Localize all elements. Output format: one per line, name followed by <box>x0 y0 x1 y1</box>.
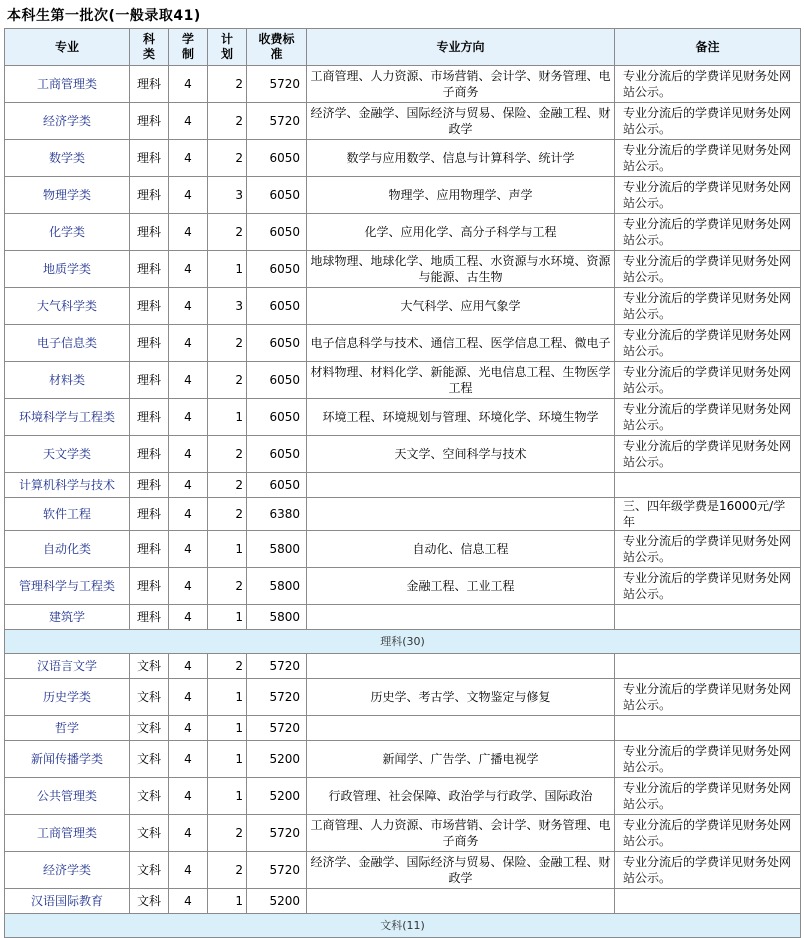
years-cell: 4 <box>169 852 208 889</box>
fee-cell: 5720 <box>247 852 307 889</box>
years-cell: 4 <box>169 436 208 473</box>
table-row <box>5 605 801 630</box>
fee-cell: 6050 <box>247 399 307 436</box>
fee-cell: 6050 <box>247 140 307 177</box>
table-row <box>5 177 801 214</box>
plan-cell: 3 <box>208 177 247 214</box>
note-cell: 专业分流后的学费详见财务处网站公示。 <box>615 568 801 605</box>
table-row <box>5 654 801 679</box>
fee-cell: 6050 <box>247 251 307 288</box>
category-cell: 文科 <box>130 716 169 741</box>
note-cell: 专业分流后的学费详见财务处网站公示。 <box>615 852 801 889</box>
category-cell: 文科 <box>130 889 169 914</box>
note-cell <box>615 654 801 679</box>
category-cell: 理科 <box>130 436 169 473</box>
major-link[interactable]: 软件工程 <box>5 498 130 531</box>
fee-cell: 6380 <box>247 498 307 531</box>
years-cell: 4 <box>169 251 208 288</box>
table-row <box>5 778 801 815</box>
major-link[interactable]: 大气科学类 <box>5 288 130 325</box>
note-cell <box>615 473 801 498</box>
plan-cell: 2 <box>208 568 247 605</box>
category-cell: 理科 <box>130 214 169 251</box>
major-link[interactable]: 经济学类 <box>5 852 130 889</box>
table-row <box>5 399 801 436</box>
plan-cell: 2 <box>208 815 247 852</box>
note-cell: 专业分流后的学费详见财务处网站公示。 <box>615 140 801 177</box>
category-cell: 理科 <box>130 288 169 325</box>
direction-cell <box>307 889 615 914</box>
years-cell: 4 <box>169 568 208 605</box>
note-cell: 专业分流后的学费详见财务处网站公示。 <box>615 325 801 362</box>
major-link[interactable]: 建筑学 <box>5 605 130 630</box>
years-cell: 4 <box>169 815 208 852</box>
years-cell: 4 <box>169 325 208 362</box>
direction-cell: 工商管理、人力资源、市场营销、会计学、财务管理、电子商务 <box>307 66 615 103</box>
years-cell: 4 <box>169 103 208 140</box>
table-row <box>5 498 801 531</box>
plan-cell: 2 <box>208 852 247 889</box>
header-category: 科 类 <box>130 29 169 66</box>
arts-summary-row <box>5 914 801 938</box>
fee-cell: 5200 <box>247 741 307 778</box>
years-cell: 4 <box>169 214 208 251</box>
years-cell: 4 <box>169 399 208 436</box>
plan-cell: 2 <box>208 325 247 362</box>
plan-cell: 1 <box>208 251 247 288</box>
major-link[interactable]: 自动化类 <box>5 531 130 568</box>
fee-cell: 5720 <box>247 815 307 852</box>
header-plan: 计 划 <box>208 29 247 66</box>
direction-cell: 地球物理、地球化学、地质工程、水资源与水环境、资源与能源、古生物 <box>307 251 615 288</box>
fee-cell: 6050 <box>247 473 307 498</box>
note-cell: 专业分流后的学费详见财务处网站公示。 <box>615 436 801 473</box>
fee-cell: 6050 <box>247 325 307 362</box>
fee-cell: 5800 <box>247 605 307 630</box>
major-link[interactable]: 物理学类 <box>5 177 130 214</box>
category-cell: 文科 <box>130 741 169 778</box>
plan-cell: 1 <box>208 605 247 630</box>
years-cell: 4 <box>169 288 208 325</box>
direction-cell <box>307 654 615 679</box>
years-cell: 4 <box>169 889 208 914</box>
category-cell: 理科 <box>130 605 169 630</box>
category-cell: 理科 <box>130 362 169 399</box>
major-link[interactable]: 新闻传播学类 <box>5 741 130 778</box>
years-cell: 4 <box>169 778 208 815</box>
years-cell: 4 <box>169 177 208 214</box>
years-cell: 4 <box>169 140 208 177</box>
science-summary-row <box>5 630 801 654</box>
note-cell: 专业分流后的学费详见财务处网站公示。 <box>615 66 801 103</box>
table-row <box>5 568 801 605</box>
note-cell: 专业分流后的学费详见财务处网站公示。 <box>615 214 801 251</box>
note-cell: 专业分流后的学费详见财务处网站公示。 <box>615 531 801 568</box>
major-link[interactable]: 电子信息类 <box>5 325 130 362</box>
major-link[interactable]: 工商管理类 <box>5 815 130 852</box>
table-row <box>5 531 801 568</box>
years-cell: 4 <box>169 473 208 498</box>
note-cell: 专业分流后的学费详见财务处网站公示。 <box>615 399 801 436</box>
header-direction: 专业方向 <box>307 29 615 66</box>
plan-cell: 1 <box>208 741 247 778</box>
note-cell <box>615 605 801 630</box>
note-cell: 专业分流后的学费详见财务处网站公示。 <box>615 177 801 214</box>
direction-cell: 金融工程、工业工程 <box>307 568 615 605</box>
table-row <box>5 473 801 498</box>
table-header-row <box>5 29 801 66</box>
category-cell: 文科 <box>130 815 169 852</box>
direction-cell: 天文学、空间科学与技术 <box>307 436 615 473</box>
note-cell <box>615 889 801 914</box>
category-cell: 文科 <box>130 654 169 679</box>
major-link[interactable]: 汉语言文学 <box>5 654 130 679</box>
category-cell: 理科 <box>130 473 169 498</box>
major-link[interactable]: 环境科学与工程类 <box>5 399 130 436</box>
major-link[interactable]: 经济学类 <box>5 103 130 140</box>
fee-cell: 5200 <box>247 778 307 815</box>
fee-cell: 5200 <box>247 889 307 914</box>
plan-cell: 2 <box>208 140 247 177</box>
direction-cell: 工商管理、人力资源、市场营销、会计学、财务管理、电子商务 <box>307 815 615 852</box>
direction-cell: 环境工程、环境规划与管理、环境化学、环境生物学 <box>307 399 615 436</box>
major-link[interactable]: 化学类 <box>5 214 130 251</box>
fee-cell: 5720 <box>247 103 307 140</box>
science-summary: 理科(30) <box>5 630 801 654</box>
plan-cell: 2 <box>208 103 247 140</box>
note-cell <box>615 716 801 741</box>
direction-cell: 经济学、金融学、国际经济与贸易、保险、金融工程、财政学 <box>307 852 615 889</box>
table-row <box>5 325 801 362</box>
fee-cell: 6050 <box>247 214 307 251</box>
fee-cell: 5720 <box>247 66 307 103</box>
table-row <box>5 815 801 852</box>
table-row <box>5 140 801 177</box>
direction-cell: 自动化、信息工程 <box>307 531 615 568</box>
plan-cell: 1 <box>208 399 247 436</box>
major-link[interactable]: 哲学 <box>5 716 130 741</box>
plan-cell: 2 <box>208 473 247 498</box>
direction-cell: 材料物理、材料化学、新能源、光电信息工程、生物医学工程 <box>307 362 615 399</box>
table-row <box>5 716 801 741</box>
plan-cell: 2 <box>208 362 247 399</box>
fee-cell: 5800 <box>247 531 307 568</box>
header-fee: 收费标 准 <box>247 29 307 66</box>
major-link[interactable]: 天文学类 <box>5 436 130 473</box>
note-cell: 专业分流后的学费详见财务处网站公示。 <box>615 679 801 716</box>
direction-cell: 行政管理、社会保障、政治学与行政学、国际政治 <box>307 778 615 815</box>
fee-cell: 6050 <box>247 362 307 399</box>
years-cell: 4 <box>169 498 208 531</box>
fee-cell: 5800 <box>247 568 307 605</box>
header-note: 备注 <box>615 29 801 66</box>
note-cell: 专业分流后的学费详见财务处网站公示。 <box>615 288 801 325</box>
fee-cell: 6050 <box>247 288 307 325</box>
table-row <box>5 251 801 288</box>
years-cell: 4 <box>169 66 208 103</box>
direction-cell: 经济学、金融学、国际经济与贸易、保险、金融工程、财政学 <box>307 103 615 140</box>
header-major: 专业 <box>5 29 130 66</box>
major-link[interactable]: 材料类 <box>5 362 130 399</box>
major-link[interactable]: 汉语国际教育 <box>5 889 130 914</box>
category-cell: 理科 <box>130 568 169 605</box>
major-link[interactable]: 管理科学与工程类 <box>5 568 130 605</box>
category-cell: 文科 <box>130 679 169 716</box>
plan-cell: 1 <box>208 778 247 815</box>
table-row <box>5 436 801 473</box>
years-cell: 4 <box>169 605 208 630</box>
fee-cell: 5720 <box>247 654 307 679</box>
direction-cell: 大气科学、应用气象学 <box>307 288 615 325</box>
fee-cell: 5720 <box>247 679 307 716</box>
direction-cell: 新闻学、广告学、广播电视学 <box>307 741 615 778</box>
note-cell: 专业分流后的学费详见财务处网站公示。 <box>615 362 801 399</box>
plan-cell: 1 <box>208 889 247 914</box>
category-cell: 理科 <box>130 531 169 568</box>
table-row <box>5 66 801 103</box>
major-link[interactable]: 历史学类 <box>5 679 130 716</box>
plan-cell: 2 <box>208 436 247 473</box>
direction-cell <box>307 473 615 498</box>
table-row <box>5 214 801 251</box>
years-cell: 4 <box>169 362 208 399</box>
direction-cell: 历史学、考古学、文物鉴定与修复 <box>307 679 615 716</box>
plan-cell: 1 <box>208 716 247 741</box>
years-cell: 4 <box>169 679 208 716</box>
fee-cell: 6050 <box>247 436 307 473</box>
direction-cell: 数学与应用数学、信息与计算科学、统计学 <box>307 140 615 177</box>
category-cell: 理科 <box>130 140 169 177</box>
note-cell: 专业分流后的学费详见财务处网站公示。 <box>615 103 801 140</box>
note-cell: 专业分流后的学费详见财务处网站公示。 <box>615 815 801 852</box>
plan-cell: 2 <box>208 214 247 251</box>
table-row <box>5 288 801 325</box>
years-cell: 4 <box>169 716 208 741</box>
table-row <box>5 362 801 399</box>
category-cell: 理科 <box>130 251 169 288</box>
major-link[interactable]: 计算机科学与技术 <box>5 473 130 498</box>
direction-cell <box>307 498 615 531</box>
header-years: 学 制 <box>169 29 208 66</box>
category-cell: 文科 <box>130 852 169 889</box>
note-cell: 专业分流后的学费详见财务处网站公示。 <box>615 251 801 288</box>
category-cell: 理科 <box>130 399 169 436</box>
major-link[interactable]: 数学类 <box>5 140 130 177</box>
fee-cell: 6050 <box>247 177 307 214</box>
plan-cell: 2 <box>208 498 247 531</box>
direction-cell: 化学、应用化学、高分子科学与工程 <box>307 214 615 251</box>
plan-cell: 3 <box>208 288 247 325</box>
note-cell: 三、四年级学费是16000元/学年 <box>615 498 801 531</box>
arts-rows <box>5 654 801 914</box>
direction-cell <box>307 716 615 741</box>
fee-cell: 5720 <box>247 716 307 741</box>
category-cell: 理科 <box>130 177 169 214</box>
plan-cell: 1 <box>208 679 247 716</box>
note-cell: 专业分流后的学费详见财务处网站公示。 <box>615 741 801 778</box>
table-row <box>5 103 801 140</box>
plan-cell: 2 <box>208 66 247 103</box>
category-cell: 理科 <box>130 325 169 362</box>
table-row <box>5 852 801 889</box>
science-rows <box>5 66 801 630</box>
table-row <box>5 741 801 778</box>
page-title: 本科生第一批次(一般录取41) <box>7 8 201 24</box>
category-cell: 理科 <box>130 103 169 140</box>
years-cell: 4 <box>169 531 208 568</box>
direction-cell: 电子信息科学与技术、通信工程、医学信息工程、微电子 <box>307 325 615 362</box>
years-cell: 4 <box>169 741 208 778</box>
direction-cell <box>307 605 615 630</box>
category-cell: 理科 <box>130 66 169 103</box>
note-cell: 专业分流后的学费详见财务处网站公示。 <box>615 778 801 815</box>
major-link[interactable]: 工商管理类 <box>5 66 130 103</box>
category-cell: 文科 <box>130 778 169 815</box>
arts-summary: 文科(11) <box>5 914 801 938</box>
direction-cell: 物理学、应用物理学、声学 <box>307 177 615 214</box>
plan-cell: 1 <box>208 531 247 568</box>
major-link[interactable]: 公共管理类 <box>5 778 130 815</box>
major-link[interactable]: 地质学类 <box>5 251 130 288</box>
table-row <box>5 889 801 914</box>
table-row <box>5 679 801 716</box>
years-cell: 4 <box>169 654 208 679</box>
category-cell: 理科 <box>130 498 169 531</box>
plan-cell: 2 <box>208 654 247 679</box>
admission-table <box>4 28 801 938</box>
